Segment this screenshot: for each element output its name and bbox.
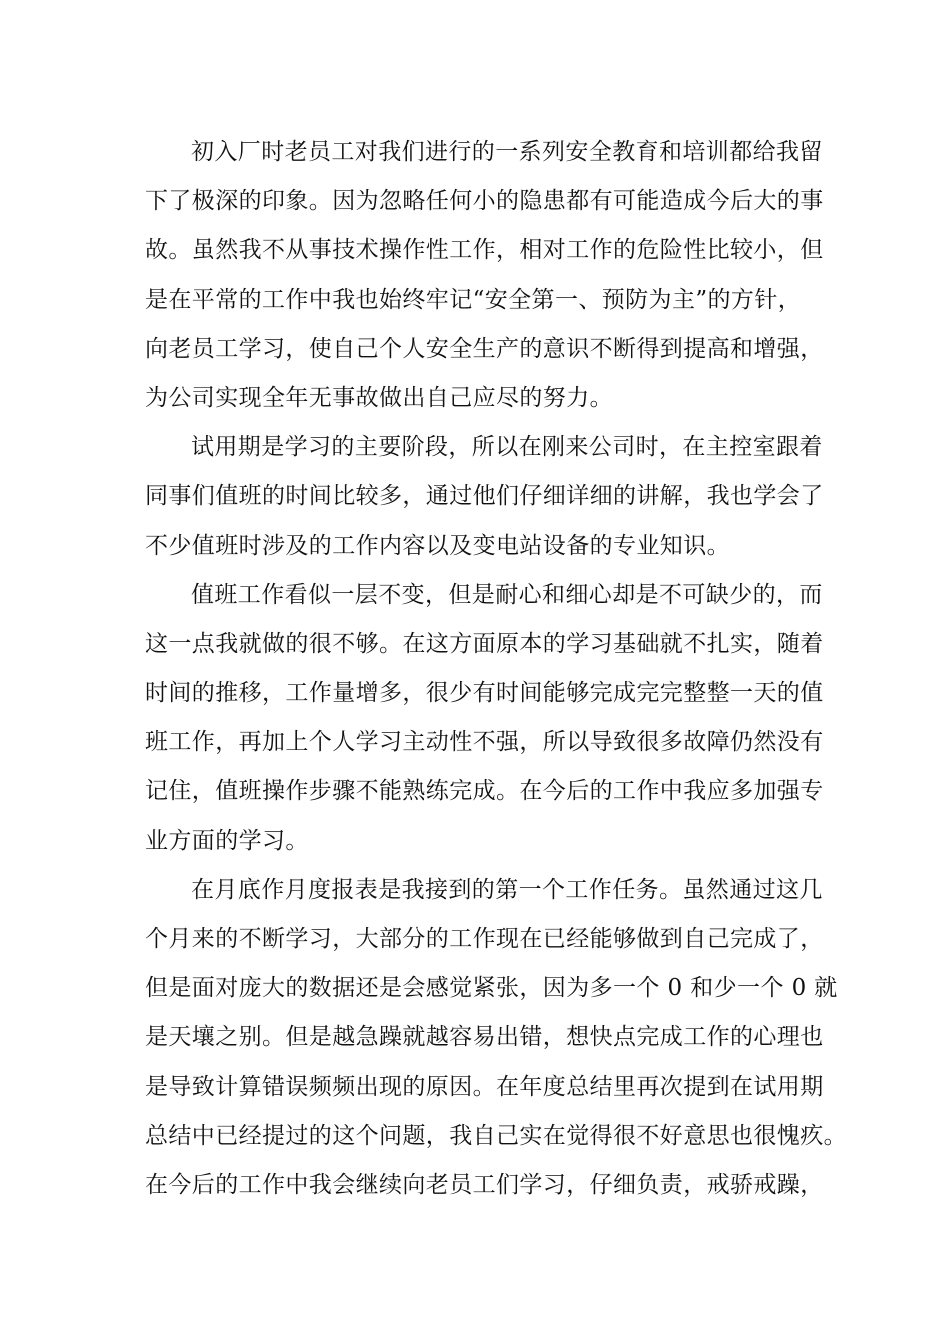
text-line: 班工作，再加上个人学习主动性不强，所以导致很多故障仍然没有 [145, 729, 824, 756]
text-line: 记住，值班操作步骤不能熟练完成。在今后的工作中我应多加强专 [145, 778, 824, 805]
text-line: 值班工作看似一层不变，但是耐心和细心却是不可缺少的，而 [191, 581, 823, 608]
text-line: 是导致计算错误频频出现的原因。在年度总结里再次提到在试用期 [145, 1073, 824, 1100]
text-line: 但是面对庞大的数据还是会感觉紧张，因为多一个 0 和少一个 0 就 [145, 975, 838, 1002]
text-line: 是在平常的工作中我也始终牢记“安全第一、预防为主”的方针， [145, 286, 802, 313]
text-line: 不少值班时涉及的工作内容以及变电站设备的专业知识。 [145, 532, 730, 559]
text-line: 时间的推移，工作量增多，很少有时间能够完成完完整整一天的值 [145, 680, 824, 707]
text-line: 下了极深的印象。因为忽略任何小的隐患都有可能造成今后大的事 [145, 188, 824, 215]
text-line: 为公司实现全年无事故做出自己应尽的努力。 [145, 384, 613, 411]
text-line: 这一点我就做的很不够。在这方面原本的学习基础就不扎实，随着 [145, 630, 824, 657]
text-line: 向老员工学习，使自己个人安全生产的意识不断得到提高和增强， [145, 335, 824, 362]
text-line: 业方面的学习。 [145, 827, 309, 854]
document-body [145, 128, 847, 1210]
text-line: 故。虽然我不从事技术操作性工作，相对工作的危险性比较小，但 [145, 237, 824, 264]
text-line: 在今后的工作中我会继续向老员工们学习，仔细负责，戒骄戒躁， [145, 1171, 824, 1198]
text-line: 总结中已经提过的这个问题，我自己实在觉得很不好意思也很愧疚。 [145, 1122, 847, 1149]
text-line: 个月来的不断学习，大部分的工作现在已经能够做到自己完成了， [145, 926, 824, 952]
text-line: 在月底作月度报表是我接到的第一个工作任务。虽然通过这几 [191, 876, 823, 903]
text-line: 同事们值班的时间比较多，通过他们仔细详细的讲解，我也学会了 [145, 483, 824, 510]
text-line: 试用期是学习的主要阶段，所以在刚来公司时，在主控室跟着 [191, 434, 823, 461]
text-line: 是天壤之别。但是越急躁就越容易出错，想快点完成工作的心理也 [145, 1024, 824, 1051]
text-line: 初入厂时老员工对我们进行的一系列安全教育和培训都给我留 [191, 139, 823, 165]
